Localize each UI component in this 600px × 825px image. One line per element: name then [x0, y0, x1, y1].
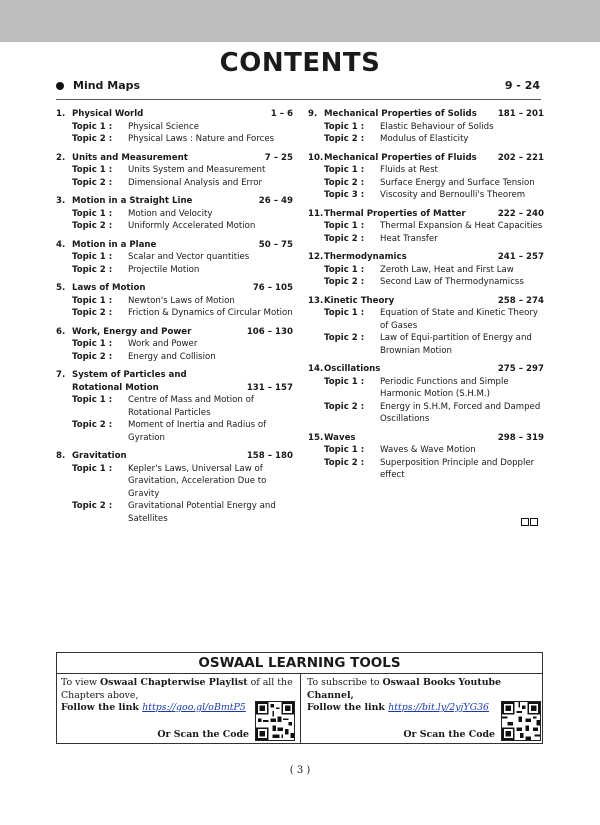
chapter-entry[interactable]: [308, 208, 544, 246]
chapter-entry[interactable]: [308, 432, 544, 482]
chapter-heading[interactable]: [56, 239, 293, 252]
topic-label: Topic 1 :: [72, 339, 113, 349]
chapter-title: Oscillations: [324, 364, 381, 374]
chapter-entry[interactable]: [308, 108, 544, 146]
chapter-entry[interactable]: [56, 326, 293, 364]
chapter-pages: 202 – 221: [497, 152, 544, 163]
chapter-pages: 158 – 180: [246, 451, 293, 461]
topic-title: Heat Transfer: [380, 233, 438, 244]
youtube-tool: [307, 677, 545, 743]
topic-title: Projectile Motion: [128, 264, 200, 275]
topic-label: Topic 1 :: [324, 445, 365, 455]
end-mark-icon: [521, 511, 541, 521]
topic-title: Newton's Laws of Motion: [128, 295, 235, 306]
topic-title: Waves & Wave Motion: [380, 445, 476, 455]
chapter-heading[interactable]: [56, 369, 293, 394]
playlist-link[interactable]: https://goo.gl/oBmtP5: [142, 702, 246, 713]
topic-title: Fluids at Rest: [380, 165, 438, 175]
topic-row[interactable]: [56, 251, 293, 264]
chapter-title: System of Particles and Rotational Motion: [72, 370, 187, 393]
topic-label: Topic 2 :: [72, 177, 113, 188]
topic-label: Topic 2 :: [324, 277, 365, 287]
mind-maps-pages: 9 - 24: [504, 79, 540, 92]
topic-label: Topic 1 :: [72, 165, 113, 175]
chapter-heading[interactable]: [56, 108, 293, 121]
chapter-heading[interactable]: [308, 363, 544, 376]
tools-divider: [300, 674, 301, 744]
topic-label: Topic 2 :: [72, 264, 113, 275]
topic-title: Superposition Principle and Doppler effect: [380, 457, 535, 480]
topic-row[interactable]: [56, 307, 293, 320]
topic-label: Topic 2 :: [72, 134, 113, 144]
topic-title: Surface Energy and Surface Tension: [380, 177, 535, 188]
chapter-pages: 222 – 240: [497, 208, 544, 219]
page-title: CONTENTS: [219, 48, 381, 78]
chapter-number: 9.: [308, 109, 318, 119]
chapter-number: 6.: [56, 326, 66, 337]
topic-title: Physical Science: [128, 121, 200, 132]
top-header-bar: [0, 0, 600, 42]
topic-label: Topic 2 :: [72, 420, 113, 430]
page-number: ( 3 ): [289, 765, 311, 776]
contents-column-right: [308, 108, 544, 488]
topic-title: Law of Equi-partition of Energy and Brownian Motion: [380, 333, 532, 356]
chapter-entry[interactable]: [308, 363, 544, 426]
topic-row[interactable]: [308, 233, 544, 246]
chapter-title: Gravitation: [72, 451, 127, 461]
topic-title: Motion and Velocity: [128, 208, 213, 219]
topic-label: Topic 1 :: [72, 463, 113, 474]
chapter-heading[interactable]: [56, 195, 293, 208]
topic-row[interactable]: [56, 419, 293, 444]
chapter-number: 12.: [308, 252, 324, 262]
chapter-heading[interactable]: [56, 282, 293, 295]
chapter-pages: 131 – 157: [246, 382, 293, 393]
chapter-title: Mechanical Properties of Fluids: [324, 152, 477, 163]
topic-label: Topic 2 :: [72, 501, 113, 511]
topic-label: Topic 1 :: [72, 208, 113, 219]
chapter-heading[interactable]: [308, 152, 544, 165]
chapter-entry[interactable]: [308, 295, 544, 358]
chapter-pages: 76 – 105: [252, 283, 293, 293]
playlist-name: Oswaal Chapterwise Playlist: [100, 677, 248, 688]
topic-label: Topic 2 :: [324, 134, 365, 144]
chapter-heading[interactable]: [308, 432, 544, 445]
chapter-number: 13.: [308, 295, 324, 306]
topic-title: Moment of Inertia and Radius of Gyration: [128, 420, 267, 443]
chapter-entry[interactable]: [56, 450, 293, 525]
youtube-follow-text: Follow the link: [307, 702, 389, 713]
chapter-pages: 258 – 274: [497, 295, 544, 306]
topic-title: Physical Laws : Nature and Forces: [128, 134, 275, 144]
topic-row[interactable]: [56, 500, 293, 525]
chapter-heading[interactable]: [56, 326, 293, 339]
topic-row[interactable]: [56, 463, 293, 501]
youtube-link[interactable]: https://bit.ly/2yjYG36: [388, 702, 490, 713]
chapter-pages: 298 – 319: [497, 432, 544, 443]
chapter-number: 5.: [56, 283, 66, 293]
chapter-heading[interactable]: [308, 108, 544, 121]
chapter-number: 3.: [56, 196, 66, 206]
chapter-number: 14.: [308, 364, 324, 374]
chapter-number: 7.: [56, 370, 66, 380]
chapter-number: 4.: [56, 239, 66, 250]
chapter-pages: 275 – 297: [497, 364, 544, 374]
topic-row[interactable]: [56, 177, 293, 190]
chapter-title: Thermodynamics: [324, 252, 407, 262]
topic-row[interactable]: [56, 264, 293, 277]
topic-label: Topic 1 :: [324, 376, 365, 387]
topic-label: Topic 2 :: [72, 221, 113, 231]
topic-row[interactable]: [56, 208, 293, 221]
topic-row[interactable]: [308, 307, 544, 332]
chapter-pages: 50 – 75: [258, 239, 293, 250]
playlist-scan-text: Or Scan the Code: [157, 728, 249, 740]
qr-code-icon[interactable]: [255, 701, 295, 741]
contents-column-left: [56, 108, 293, 531]
chapter-entry[interactable]: [56, 152, 293, 190]
youtube-channel-name: Oswaal Books Youtube Channel,: [307, 677, 502, 701]
youtube-scan-text: Or Scan the Code: [403, 728, 495, 740]
topic-label: Topic 1 :: [72, 295, 113, 306]
topic-title: Gravitational Potential Energy and Satellites: [128, 501, 276, 524]
chapter-pages: 7 – 25: [264, 152, 293, 163]
topic-title: Energy and Collision: [128, 351, 216, 362]
chapter-heading[interactable]: [308, 251, 544, 264]
chapter-number: 1.: [56, 109, 66, 119]
topic-row[interactable]: [56, 394, 293, 419]
chapter-title: Units and Measurement: [72, 152, 188, 163]
playlist-post-text: of all the Chapters above,: [61, 677, 293, 701]
topic-title: Periodic Functions and Simple Harmonic Motion (S.H.M.): [380, 376, 509, 399]
topic-title: Equation of State and Kinetic Theory of Gases: [380, 308, 539, 331]
chapter-title: Motion in a Straight Line: [72, 196, 193, 206]
topic-title: Elastic Behaviour of Solids: [380, 121, 494, 132]
chapter-title: Motion in a Plane: [72, 239, 157, 250]
chapter-title: Mechanical Properties of Solids: [324, 109, 477, 119]
topic-label: Topic 2 :: [324, 457, 365, 468]
topic-row[interactable]: [308, 401, 544, 426]
topic-row[interactable]: [308, 332, 544, 357]
chapter-heading[interactable]: [308, 208, 544, 221]
topic-label: Topic 1 :: [72, 395, 113, 405]
chapter-pages: 1 – 6: [270, 109, 293, 119]
chapter-number: 15.: [308, 432, 324, 443]
chapter-pages: 241 – 257: [497, 252, 544, 262]
topic-title: Thermal Expansion & Heat Capacities: [380, 221, 543, 231]
topic-row[interactable]: [308, 444, 544, 457]
chapter-entry[interactable]: [56, 369, 293, 444]
topic-title: Zeroth Law, Heat and First Law: [380, 264, 514, 275]
topic-label: Topic 1 :: [324, 308, 365, 318]
topic-row[interactable]: [56, 164, 293, 177]
topic-label: Topic 1 :: [324, 165, 365, 175]
topic-title: Scalar and Vector quantities: [128, 252, 250, 262]
learning-tools-box: [56, 652, 543, 744]
topic-label: Topic 2 :: [324, 401, 365, 412]
chapter-entry[interactable]: [56, 195, 293, 233]
topic-label: Topic 2 :: [324, 333, 365, 343]
chapter-title: Laws of Motion: [72, 283, 146, 293]
topic-title: Modulus of Elasticity: [380, 134, 469, 144]
chapter-pages: 26 – 49: [258, 196, 293, 206]
chapter-heading[interactable]: [56, 450, 293, 463]
topic-label: Topic 2 :: [324, 177, 365, 188]
chapter-entry[interactable]: [56, 108, 293, 146]
topic-title: Kepler's Laws, Universal Law of Gravitation, Acceleration Due to Gravity: [128, 463, 267, 499]
chapter-title: Kinetic Theory: [324, 295, 395, 306]
playlist-pre-text: To view: [61, 677, 100, 688]
topic-row[interactable]: [56, 351, 293, 364]
topic-row[interactable]: [308, 164, 544, 177]
learning-tools-title: OSWAAL LEARNING TOOLS: [57, 653, 542, 674]
chapter-entry[interactable]: [308, 152, 544, 202]
topic-label: Topic 2 :: [72, 351, 113, 362]
chapter-number: 2.: [56, 152, 66, 163]
chapter-heading[interactable]: [308, 295, 544, 308]
topic-row[interactable]: [56, 133, 293, 146]
header-divider: [56, 99, 541, 100]
chapter-pages: 106 – 130: [246, 326, 293, 337]
topic-label: Topic 1 :: [72, 252, 113, 262]
chapter-entry[interactable]: [56, 282, 293, 320]
topic-row[interactable]: [308, 457, 544, 482]
playlist-follow-text: Follow the link: [61, 702, 143, 713]
qr-code-icon[interactable]: [501, 701, 541, 741]
mind-maps-label: Mind Maps: [73, 79, 141, 92]
chapter-title: Physical World: [72, 109, 144, 119]
topic-title: Friction & Dynamics of Circular Motion: [128, 308, 293, 318]
topic-label: Topic 1 :: [324, 121, 365, 132]
topic-title: Work and Power: [128, 339, 198, 349]
topic-row[interactable]: [308, 376, 544, 401]
mind-maps-entry[interactable]: [56, 79, 540, 95]
topic-title: Energy in S.H.M, Forced and Damped Oscillations: [380, 401, 541, 424]
youtube-pre-text: To subscribe to: [307, 677, 383, 688]
chapter-entry[interactable]: [56, 239, 293, 277]
chapter-title: Work, Energy and Power: [72, 326, 192, 337]
topic-title: Units System and Measurement: [128, 165, 266, 175]
topic-title: Uniformly Accelerated Motion: [128, 221, 256, 231]
topic-title: Dimensional Analysis and Error: [128, 177, 263, 188]
topic-label: Topic 3 :: [324, 190, 365, 200]
topic-label: Topic 2 :: [72, 308, 113, 318]
topic-row[interactable]: [308, 220, 544, 233]
topic-title: Centre of Mass and Motion of Rotational Particles: [128, 395, 254, 418]
topic-label: Topic 1 :: [72, 121, 113, 132]
topic-row[interactable]: [308, 133, 544, 146]
topic-row[interactable]: [308, 177, 544, 190]
topic-label: Topic 2 :: [324, 233, 365, 244]
topic-row[interactable]: [308, 276, 544, 289]
topic-row[interactable]: [56, 295, 293, 308]
bullet-icon: [56, 82, 64, 90]
topic-label: Topic 1 :: [324, 264, 365, 275]
chapter-title: Waves: [324, 432, 356, 443]
topic-row[interactable]: [308, 121, 544, 134]
topic-title: Second Law of Thermodynamicss: [380, 277, 524, 287]
playlist-tool: [61, 677, 299, 743]
topic-row[interactable]: [308, 264, 544, 277]
chapter-number: 8.: [56, 451, 66, 461]
topic-row[interactable]: [56, 338, 293, 351]
chapter-entry[interactable]: [308, 251, 544, 289]
topic-row[interactable]: [308, 189, 544, 202]
topic-title: Viscosity and Bernoulli's Theorem: [380, 190, 526, 200]
topic-row[interactable]: [56, 220, 293, 233]
chapter-heading[interactable]: [56, 152, 293, 165]
chapter-title: Thermal Properties of Matter: [324, 208, 466, 219]
chapter-pages: 181 – 201: [497, 109, 544, 119]
chapter-number: 10.: [308, 152, 324, 163]
topic-row[interactable]: [56, 121, 293, 134]
chapter-number: 11.: [308, 208, 324, 219]
topic-label: Topic 1 :: [324, 221, 365, 231]
